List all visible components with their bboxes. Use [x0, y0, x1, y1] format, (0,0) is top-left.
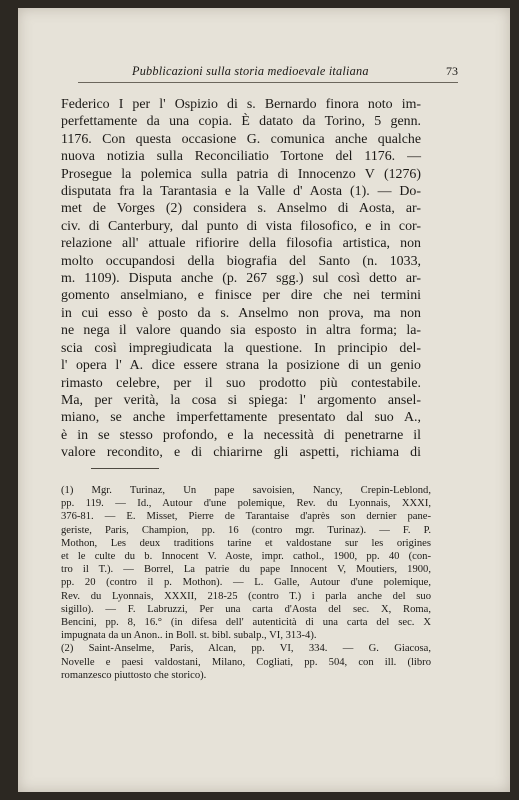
body-line: met de Vorges (2) considera s. Anselmo di Aosta, ar- — [61, 201, 421, 217]
footnote-line: impugnata da un Anon.. in Boll. st. bibl. subalp., VI, 313-4). — [61, 630, 317, 642]
body-line: rimasto celebre, per il suo prodotto più contestabile. — [61, 375, 421, 391]
body-line: scia così impregiudicata la questione. In principio del- — [61, 340, 421, 356]
body-line: molto occupandosi della biografia del Santo (n. 1033, — [61, 253, 421, 269]
footnote-line: sigillo). — F. Labruzzi, Per una carta d'Aosta del sec. X, Roma, — [61, 603, 431, 615]
body-line: Prosegue la polemica sulla patria di Innocenzo V (1276) — [61, 166, 421, 182]
footnote-line: Novelle e paesi valdostani, Milano, Cogliati, pp. 504, con ill. (libro — [61, 656, 431, 668]
footnote-line: geriste, Paris, Champion, pp. 16 (contro mgr. Turinaz). — F. P. — [61, 524, 431, 536]
body-line: 1176. Con questa occasione G. comunica anche qualche — [61, 131, 421, 147]
body-line: Ma, per verità, la cosa si spiega: l' argomento ansel- — [61, 392, 421, 408]
footnote-line: Mothon, Les deux traditions tarine et valdostane sur les origines — [61, 537, 431, 549]
body-line: è in se stesso profondo, e la necessità di penetrarne il — [61, 427, 421, 443]
footnote-line: pp. 119. — Id., Autour d'une polemique, Rev. du Lyonnais, XXXI, — [61, 498, 431, 510]
book-page — [18, 8, 510, 792]
body-line: ne nega il valore quando sia esposto in altra forma; la- — [61, 323, 421, 339]
body-line: gomento anselmiano, e finisce per dire che nei termini — [61, 288, 421, 304]
footnote-line: (1) Mgr. Turinaz, Un pape savoisien, Nancy, Crepin-Leblond, — [61, 485, 431, 496]
running-header — [78, 64, 458, 83]
body-line: l' opera l' A. dice essere strana la posizione di un genio — [61, 358, 421, 374]
footnote-divider — [91, 468, 159, 469]
footnote-line: romanzesco piuttosto che storico). — [61, 669, 207, 681]
page-number: 73 — [446, 64, 458, 78]
footnote-line: 376-81. — E. Misset, Pierre de Tarantaise d'après son dernier pane- — [61, 511, 431, 523]
body-line: m. 1109). Disputa anche (p. 267 sgg.) sul così detto ar- — [61, 271, 421, 287]
body-line: civ. di Canterbury, dal punto di vista filosofico, e in cor- — [61, 218, 421, 234]
footnote-line: tro il T.). — Borrel, La patrie du pape Innocent V, Moutiers, 1900, — [61, 564, 431, 576]
body-paragraph — [61, 96, 421, 462]
body-line: nuova notizia sulla Reconciliatio Tortone del 1176. — — [61, 149, 421, 165]
body-line: Federico I per l' Ospizio di s. Bernardo finora noto im- — [61, 97, 421, 112]
body-line: perfettamente da una copia. È datato da Torino, 5 genn. — [61, 114, 421, 130]
body-line: in cui esso è posto da s. Anselmo non prova, ma non — [61, 305, 421, 321]
footnote-line: Rev. du Lyonnais, XXXII, 218-25 (contro T.) i parla anche del suo — [61, 590, 431, 602]
footnote-line: (2) Saint-Anselme, Paris, Alcan, pp. VI, 334. — G. Giacosa, — [61, 643, 431, 655]
footnote-line: pp. 20 (contro il p. Mothon). — L. Galle, Autour d'une polemique, — [61, 577, 431, 589]
footnotes — [61, 484, 431, 682]
body-line: valore recondito, e di chiarirne gli aspetti, richiama di — [61, 445, 421, 461]
body-line: relazione all' attuale rifiorire della filosofia artistica, non — [61, 236, 421, 252]
footnote-line: et le culte du b. Innocent V. Aoste, impr. cathol., 1900, pp. 40 (con- — [61, 551, 431, 563]
body-line: miano, se anche imperfettamente presentato dal suo A., — [61, 410, 421, 426]
body-line: disputata fra la Tarantasia e la Valle d' Aosta (1). — Do- — [61, 184, 421, 200]
running-title: Pubblicazioni sulla storia medioevale italiana — [132, 64, 369, 78]
footnote-line: Bencini, pp. 8, 16.° (in difesa dell' autenticità di una carta del sec. X — [61, 617, 431, 629]
